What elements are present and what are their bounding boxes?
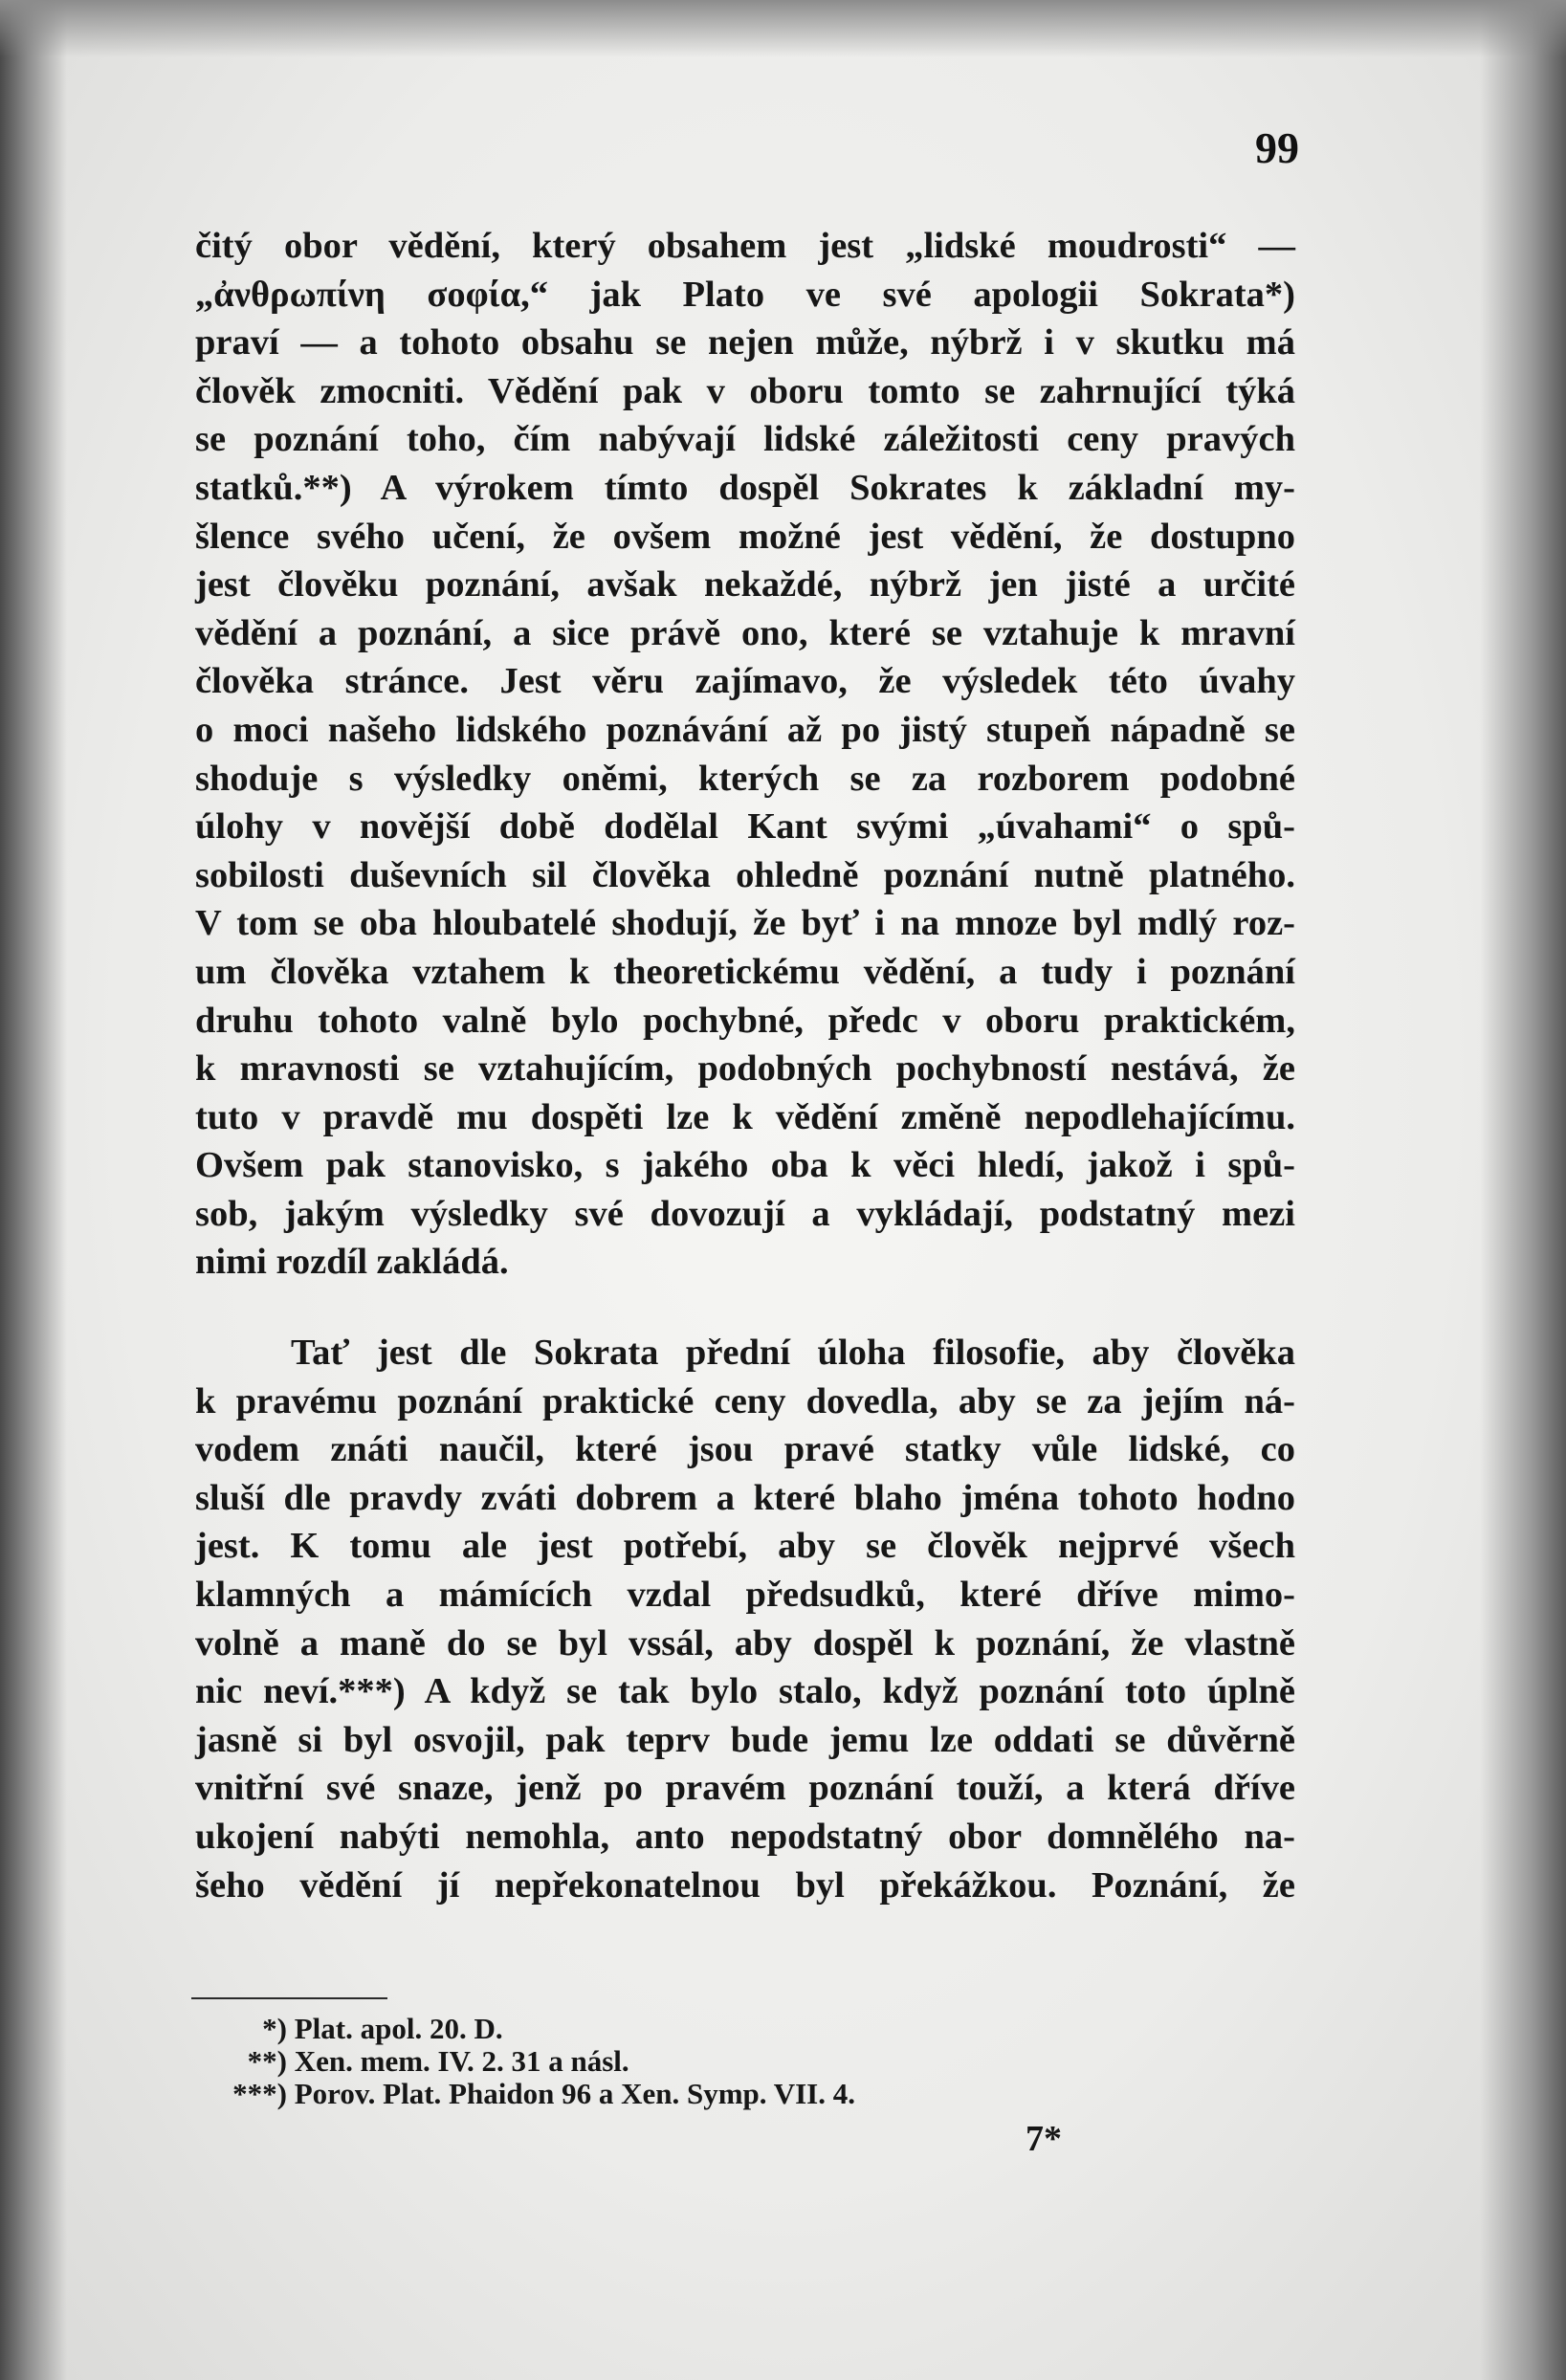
footnote [232, 2077, 855, 2110]
text-line: „ἀνθρωπίνη σοφία,“ jak Plato ve své apologii Sokrata*) [195, 274, 1295, 315]
text-line: V tom se oba hloubatelé shodují, že byť i na mnoze byl mdlý roz- [195, 903, 1295, 944]
text-line: šlence svého učení, že ovšem možné jest vědění, že dostupno [195, 516, 1295, 557]
text-line: ukojení nabýti nemohla, anto nepodstatný obor domnělého na- [195, 1817, 1295, 1857]
footnotes [232, 2012, 855, 2110]
text-line: vodem znáti naučil, které jsou pravé statky vůle lidské, co [195, 1429, 1295, 1470]
text-line: vědění a poznání, a sice právě ono, které se vztahuje k mravní [195, 612, 1295, 653]
text-line: praví — a tohoto obsahu se nejen může, nýbrž i v skutku má [195, 322, 1295, 364]
text-line: nimi rozdíl zakládá. [195, 1242, 509, 1283]
footnote-rule [191, 1997, 387, 1999]
text-line: čitý obor vědění, který obsahem jest „lidské moudrosti“ — [195, 226, 1295, 266]
text-line: o moci našeho lidského poznávání až po jistý stupeň nápadně se [195, 709, 1295, 750]
text-line: člověk zmocniti. Vědění pak v oboru tomto se zahrnující týká [195, 370, 1295, 411]
text-line: člověka stránce. Jest věru zajímavo, že výsledek této úvahy [195, 661, 1295, 702]
text-line: vnitřní své snaze, jenž po pravém poznání touží, a která dříve [195, 1768, 1295, 1809]
footnote-text: Plat. apol. 20. D. [294, 2012, 503, 2045]
text-line: k mravnosti se vztahujícím, podobných pochybností nestává, že [195, 1048, 1295, 1090]
footnote-text: Porov. Plat. Phaidon 96 a Xen. Symp. VII. 4. [294, 2077, 855, 2110]
text-line: statků.**) A výrokem tímto dospěl Sokrates k základní my- [195, 467, 1295, 508]
text-line: um člověka vztahem k theoretickému vědění, a tudy i poznání [195, 951, 1295, 992]
signature-mark: 7* [1026, 2119, 1062, 2159]
text-line: k pravému poznání praktické ceny dovedla, aby se za jejím ná- [195, 1380, 1295, 1421]
footnote-mark: *) [262, 2012, 287, 2045]
text-line: shoduje s výsledky oněmi, kterých se za rozborem podobné [195, 758, 1295, 799]
text-line: klamných a mámících vzdal předsudků, které dříve mimo- [195, 1575, 1295, 1616]
left-edge-shadow [0, 0, 67, 2380]
text-line: druhu tohoto valně bylo pochybné, předc v oboru praktickém, [195, 1000, 1295, 1041]
text-line: Tať jest dle Sokrata přední úloha filosofie, aby člověka [291, 1333, 1295, 1374]
body-text [195, 222, 1295, 1909]
text-line: sobilosti duševních sil člověka ohledně poznání nutně platného. [195, 854, 1295, 895]
text-line: Ovšem pak stanovisko, s jakého oba k věci hledí, jakož i spů- [195, 1145, 1295, 1186]
text-line: nic neví.***) A když se tak bylo stalo, když poznání toto úplně [195, 1671, 1295, 1712]
text-line: sluší dle pravdy zváti dobrem a které blaho jména tohoto hodno [195, 1477, 1295, 1518]
page-number: 99 [1255, 123, 1299, 172]
text-line: sob, jakým výsledky své dovozují a vykládají, podstatný mezi [195, 1193, 1295, 1234]
text-line: šeho vědění jí nepřekonatelnou byl překážkou. Poznání, že [195, 1864, 1295, 1906]
paragraph-2 [195, 1329, 1295, 1909]
text-line: tuto v pravdě mu dospěti lze k vědění změně nepodlehajícímu. [195, 1096, 1295, 1137]
footnote [247, 2044, 855, 2078]
footnote [262, 2012, 855, 2045]
right-edge-shadow [1480, 0, 1566, 2380]
text-line: se poznání toho, čím nabývají lidské záležitosti ceny pravých [195, 419, 1295, 460]
footnote-text: Xen. mem. IV. 2. 31 a násl. [294, 2044, 629, 2078]
paragraph-1 [195, 222, 1295, 1287]
text-line: jest člověku poznání, avšak nekaždé, nýbrž jen jisté a určité [195, 564, 1295, 606]
text-line: volně a maně do se byl vssál, aby dospěl k poznání, že vlastně [195, 1622, 1295, 1664]
text-line: jasně si byl osvojil, pak teprv bude jemu lze oddati se důvěrně [195, 1719, 1295, 1760]
text-line: úlohy v novější době dodělal Kant svými „úvahami“ o spů- [195, 806, 1295, 848]
text-line: jest. K tomu ale jest potřebí, aby se člověk nejprvé všech [195, 1526, 1295, 1567]
top-edge-shadow [0, 0, 1566, 57]
footnote-mark: ***) [232, 2077, 287, 2110]
footnote-mark: **) [247, 2044, 287, 2078]
paragraph-gap [195, 1287, 1295, 1329]
